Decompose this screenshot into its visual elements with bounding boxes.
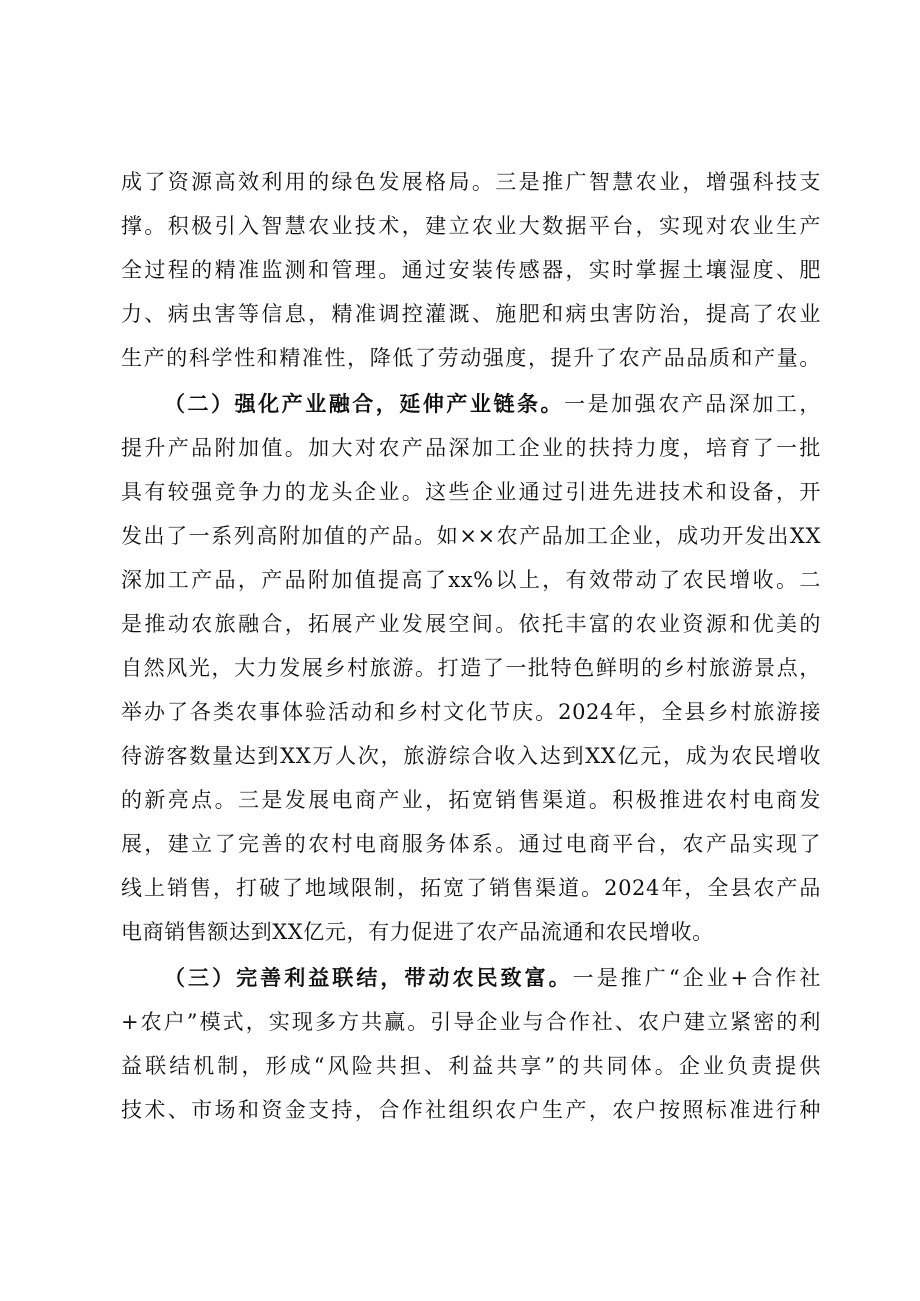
paragraph-1-line-5: 生产的科学性和精准性，降低了劳动强度，提升了农产品品质和产量。 — [121, 346, 821, 370]
paragraph-3-line-2: +农户”模式，实现多方共赢。引导企业与合作社、农户建立紧密的利 — [121, 1010, 821, 1034]
paragraph-3-first-line-text: 一是推广“企业+合作社 — [572, 966, 821, 990]
paragraph-2-line-3: 具有较强竞争力的龙头企业。这些企业通过引进先进技术和设备，开 — [121, 480, 821, 504]
paragraph-2-line-7: 自然风光，大力发展乡村旅游。打造了一批特色鲜明的乡村旅游景点， — [121, 656, 821, 680]
paragraph-3-line-3: 益联结机制，形成“风险共担、利益共享”的共同体。企业负责提供 — [121, 1054, 821, 1078]
paragraph-3-first-line — [164, 958, 821, 998]
paragraph-2-first-line — [164, 384, 821, 424]
section-heading-3: （三）完善利益联结，带动农民致富。 — [164, 965, 573, 990]
paragraph-2-line-6: 是推动农旅融合，拓展产业发展空间。依托丰富的农业资源和优美的 — [121, 612, 821, 636]
paragraph-1-line-2: 撑。积极引入智慧农业技术，建立农业大数据平台，实现对农业生产 — [121, 214, 821, 238]
paragraph-1-line-4: 力、病虫害等信息，精准调控灌溉、施肥和病虫害防治，提高了农业 — [121, 302, 821, 326]
paragraph-2-line-11: 展，建立了完善的农村电商服务体系。通过电商平台，农产品实现了 — [121, 832, 821, 856]
paragraph-2-line-5: 深加工产品，产品附加值提高了xx%以上，有效带动了农民增收。二 — [121, 568, 821, 592]
paragraph-2-line-8: 举办了各类农事体验活动和乡村文化节庆。2024年，全县乡村旅游接 — [121, 700, 821, 724]
paragraph-1-line-1: 成了资源高效利用的绿色发展格局。三是推广智慧农业，增强科技支 — [121, 170, 821, 194]
paragraph-2-line-12: 线上销售，打破了地域限制，拓宽了销售渠道。2024年，全县农产品 — [121, 876, 821, 900]
paragraph-3-line-4: 技术、市场和资金支持，合作社组织农户生产，农户按照标准进行种 — [121, 1098, 821, 1122]
paragraph-1-line-3: 全过程的精准监测和管理。通过安装传感器，实时掌握土壤湿度、肥 — [121, 258, 821, 282]
paragraph-2-line-4: 发出了一系列高附加值的产品。如××农产品加工企业，成功开发出XX — [121, 524, 821, 548]
paragraph-2-line-10: 的新亮点。三是发展电商产业，拓宽销售渠道。积极推进农村电商发 — [121, 788, 821, 812]
paragraph-2-line-9: 待游客数量达到XX万人次，旅游综合收入达到XX亿元，成为农民增收 — [121, 744, 821, 768]
paragraph-2-line-2: 提升产品附加值。加大对农产品深加工企业的扶持力度，培育了一批 — [121, 436, 821, 460]
paragraph-2-line-13: 电商销售额达到XX亿元，有力促进了农产品流通和农民增收。 — [121, 920, 714, 944]
section-heading-2: （二）强化产业融合，延伸产业链条。 — [164, 391, 565, 416]
paragraph-2-first-line-text: 一是加强农产品深加工， — [564, 392, 821, 416]
